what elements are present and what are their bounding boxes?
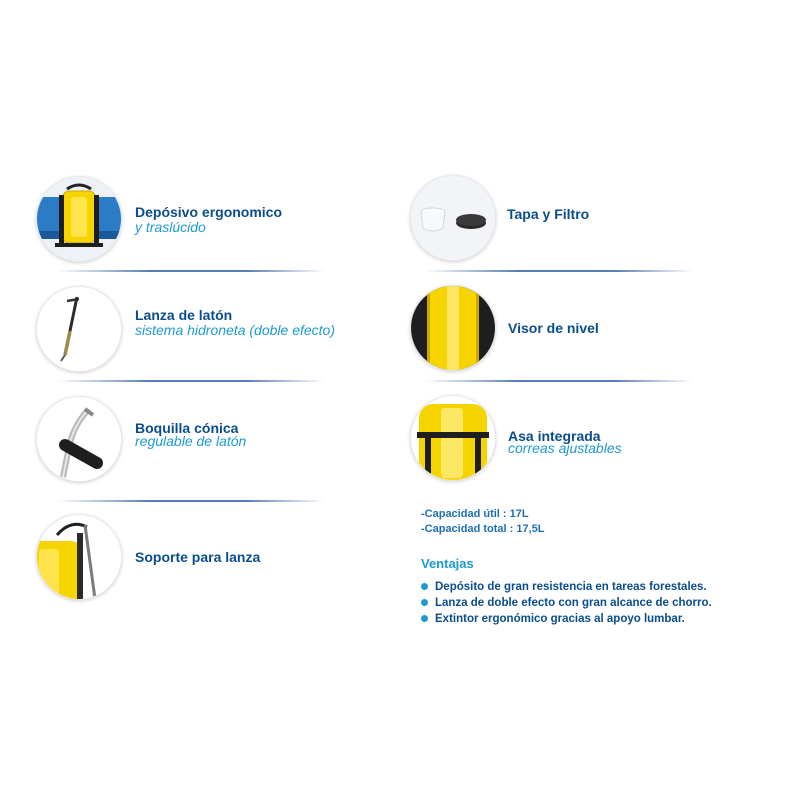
capacity-useful: -Capacidad útil : 17L — [421, 508, 529, 520]
level-window-icon — [411, 286, 495, 370]
advantages-list — [421, 579, 712, 627]
integrated-handle-icon — [411, 396, 495, 480]
divider — [57, 380, 325, 382]
brass-lance-icon — [37, 287, 121, 371]
advantage-text: Lanza de doble efecto con gran alcance de chorro. — [435, 597, 712, 609]
advantages-heading: Ventajas — [421, 556, 474, 571]
divider — [425, 270, 693, 272]
feature-title: Asa integrada — [508, 428, 601, 444]
divider — [57, 270, 325, 272]
divider — [425, 380, 693, 382]
list-item — [421, 595, 712, 611]
feature-subtitle: y traslúcido — [135, 219, 206, 235]
bullet-icon — [421, 583, 428, 590]
feature-title: Lanza de latón — [135, 307, 233, 323]
cap-and-filter-icon — [411, 176, 495, 260]
backpack-sprayer-icon — [37, 177, 121, 261]
conical-nozzle-icon — [37, 397, 121, 481]
feature-subtitle: sistema hidroneta (doble efecto) — [135, 322, 335, 338]
feature-title: Visor de nivel — [508, 320, 599, 336]
bullet-icon — [421, 615, 428, 622]
list-item — [421, 611, 712, 627]
feature-subtitle: regulable de latón — [135, 433, 247, 449]
divider — [57, 500, 325, 502]
feature-title: Boquilla cónica — [135, 420, 239, 436]
feature-title: Tapa y Filtro — [507, 206, 590, 222]
feature-subtitle: correas ajustables — [508, 440, 622, 456]
advantage-text: Depósito de gran resistencia en tareas forestales. — [435, 581, 707, 593]
bullet-icon — [421, 599, 428, 606]
advantage-text: Extintor ergonómico gracias al apoyo lumbar. — [435, 613, 685, 625]
list-item — [421, 579, 712, 595]
feature-title: Depósivo ergonomico — [135, 204, 283, 220]
lance-holder-icon — [37, 515, 121, 599]
capacity-total: -Capacidad total : 17,5L — [421, 523, 545, 535]
feature-title: Soporte para lanza — [135, 549, 261, 565]
